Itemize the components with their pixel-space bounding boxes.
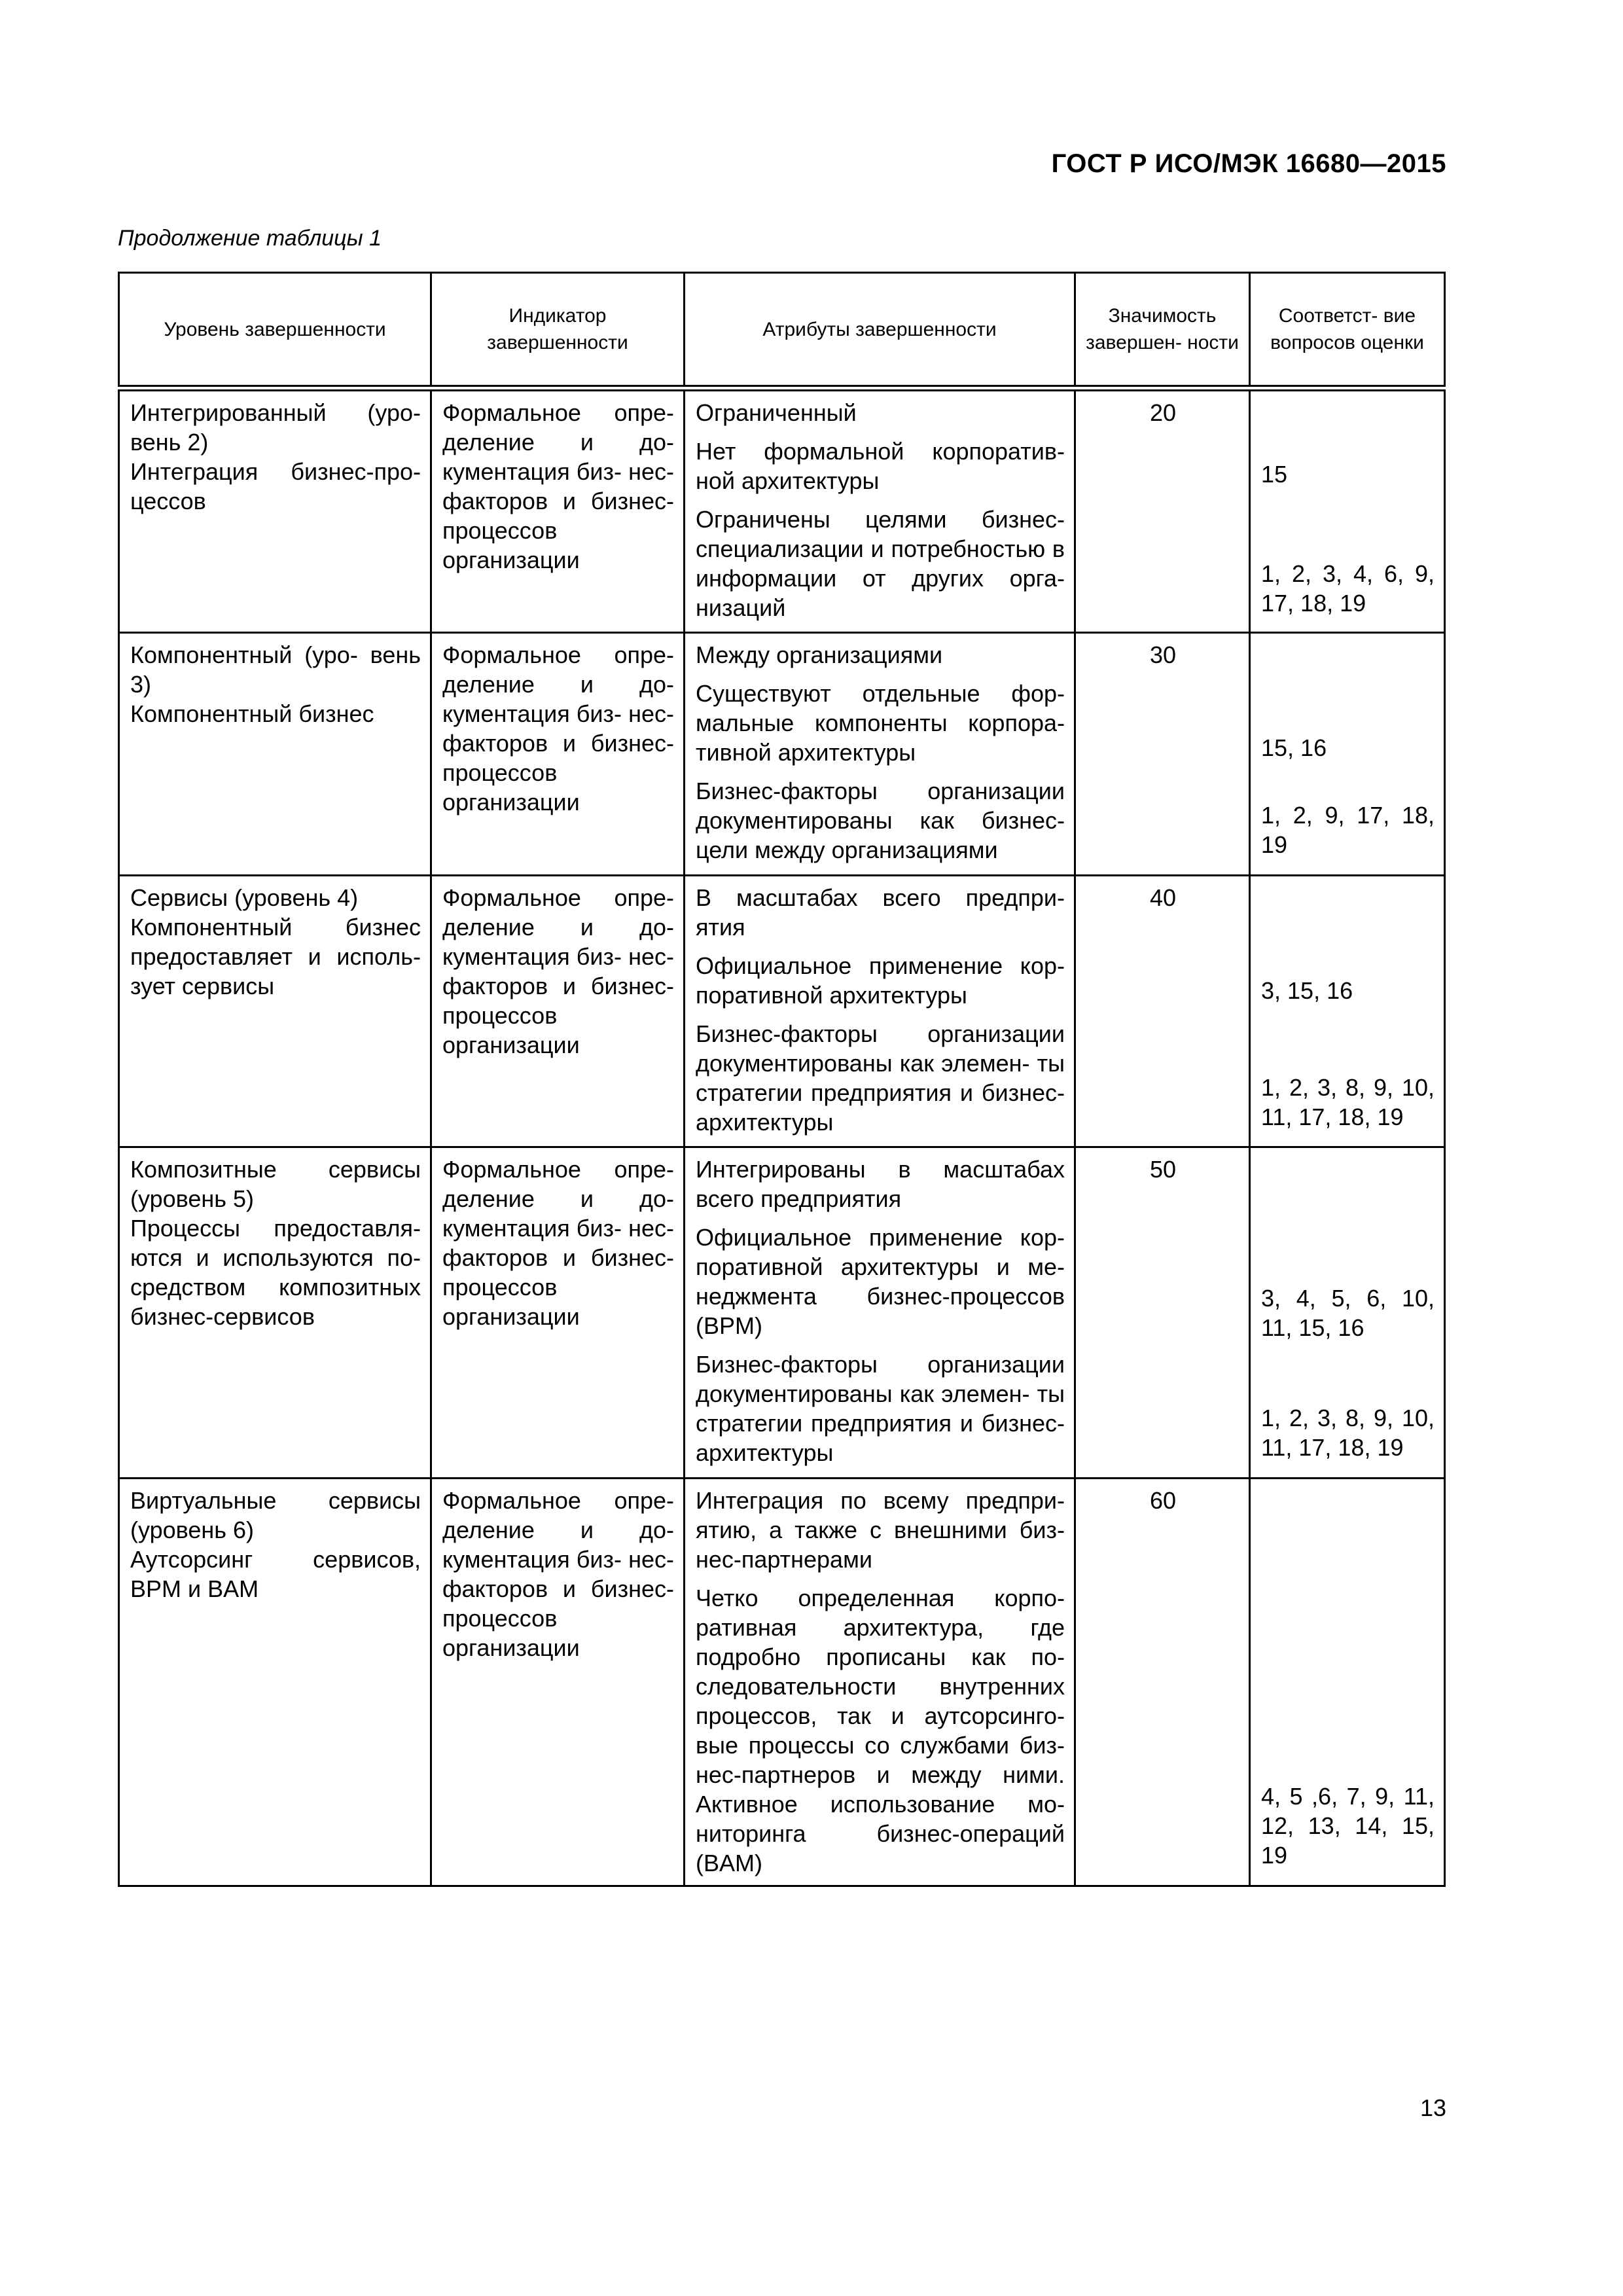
questions-cell [1250,1147,1445,1478]
attribute-item: В масштабах всего предпри- ятия [696,884,1065,941]
indicator-cell: Формальное опре- деление и до- кументация биз- нес-факторов и бизнес-процессов организации [431,875,685,1147]
attributes-cell [685,632,1075,875]
table-row [119,388,1445,632]
indicator-cell: Формальное опре- деление и до- кументация биз- нес-факторов и бизнес-процессов организации [431,1147,685,1478]
level-name: Компонентный (уро- вень 3) [130,641,421,698]
questions-item: 15, 16 [1261,734,1327,761]
questions-item: 1, 2, 3, 8, 9, 10, 11, 17, 18, 19 [1261,1404,1435,1461]
level-cell [119,875,431,1147]
attribute-item: Официальное применение кор- поративной архитектуры и ме- неджмента бизнес-процессов (BPM) [696,1223,1065,1339]
level-cell [119,1147,431,1478]
table-row [119,632,1445,875]
attributes-cell [685,875,1075,1147]
level-cell [119,632,431,875]
questions-item: 1, 2, 9, 17, 18, 19 [1261,801,1435,858]
questions-item: 4, 5 ,6, 7, 9, 11, 12, 13, 14, 15, 19 [1261,1782,1435,1869]
significance-cell: 20 [1075,388,1250,632]
attribute-item: Ограниченный [696,399,857,426]
attribute-item: Официальное применение кор- поративной архитектуры [696,952,1065,1009]
attributes-cell [685,1478,1075,1886]
questions-item: 1, 2, 3, 8, 9, 10, 11, 17, 18, 19 [1261,1073,1435,1130]
level-description: Компонентный бизнес [130,700,374,727]
table-row [119,1478,1445,1886]
questions-item: 1, 2, 3, 4, 6, 9, 17, 18, 19 [1261,560,1435,617]
questions-cell [1250,1478,1445,1886]
attribute-item: Четко определенная корпо- ративная архитектура, где подробно прописаны как по- следовательности внутренних процессов, так и аутсорсинго- вые процессы со службами биз- нес-партнеров и между ними. Активное использование мо- ниторинга бизнес-операций (BAM) [696,1584,1065,1876]
table-row [119,875,1445,1147]
column-header-questions: Соответст- вие вопросов оценки [1250,273,1445,389]
column-header-indicator: Индикатор завершенности [431,273,685,389]
column-header-attributes: Атрибуты завершенности [685,273,1075,389]
indicator-cell: Формальное опре- деление и до- кументация биз- нес-факторов и бизнес-процессов организации [431,388,685,632]
table-row [119,1147,1445,1478]
attributes-cell [685,1147,1075,1478]
level-name: Виртуальные сервисы (уровень 6) [130,1486,421,1543]
level-description: Компонентный бизнес предоставляет и исполь- зует сервисы [130,913,421,999]
attribute-item: Бизнес-факторы организации документированы как элемен- ты стратегии предприятия и бизнес-архитектуры [696,1020,1065,1136]
significance-cell: 60 [1075,1478,1250,1886]
significance-cell: 40 [1075,875,1250,1147]
attribute-item: Интеграция по всему предпри- ятию, а также с внешними биз- нес-партнерами [696,1486,1065,1573]
attributes-cell [685,388,1075,632]
attribute-item: Бизнес-факторы организации документированы как бизнес- цели между организациями [696,777,1065,863]
indicator-cell: Формальное опре- деление и до- кументация биз- нес-факторов и бизнес-процессов организации [431,1478,685,1886]
level-name: Интегрированный (уро- вень 2) [130,399,421,456]
level-cell [119,388,431,632]
questions-item: 3, 4, 5, 6, 10, 11, 15, 16 [1261,1284,1435,1341]
page-number: 13 [1419,2094,1446,2121]
significance-cell: 50 [1075,1147,1250,1478]
level-cell [119,1478,431,1886]
table-caption: Продолжение таблицы 1 [118,226,382,251]
level-name: Сервисы (уровень 4) [130,884,359,911]
attribute-item: Нет формальной корпоратив- ной архитектуры [696,438,1065,494]
column-header-significance: Значимость завершен- ности [1075,273,1250,389]
questions-item: 15 [1261,461,1288,488]
attribute-item: Интегрированы в масштабах всего предприятия [696,1155,1065,1212]
document-code: ГОСТ Р ИСО/МЭК 16680—2015 [1051,149,1446,178]
column-header-level: Уровень завершенности [119,273,431,389]
level-description: Интеграция бизнес-про- цессов [130,458,421,514]
attribute-item: Между организациями [696,641,943,668]
indicator-cell: Формальное опре- деление и до- кументация биз- нес-факторов и бизнес-процессов организации [431,632,685,875]
attribute-item: Ограничены целями бизнес- специализации и потребностью в информации от других орга- низаций [696,506,1065,621]
attribute-item: Бизнес-факторы организации документированы как элемен- ты стратегии предприятия и бизнес-архитектуры [696,1350,1065,1466]
questions-cell [1250,875,1445,1147]
significance-cell: 30 [1075,632,1250,875]
maturity-table [118,272,1446,1887]
level-description: Аутсорсинг сервисов, BPM и BAM [130,1545,421,1602]
level-description: Процессы предоставля- ются и используются по- средством композитных бизнес-сервисов [130,1214,421,1330]
questions-cell [1250,632,1445,875]
level-name: Композитные сервисы (уровень 5) [130,1155,421,1212]
attribute-item: Существуют отдельные фор- мальные компоненты корпора- тивной архитектуры [696,679,1065,766]
questions-item: 3, 15, 16 [1261,977,1353,1004]
questions-cell [1250,388,1445,632]
table-header-row [119,273,1445,389]
